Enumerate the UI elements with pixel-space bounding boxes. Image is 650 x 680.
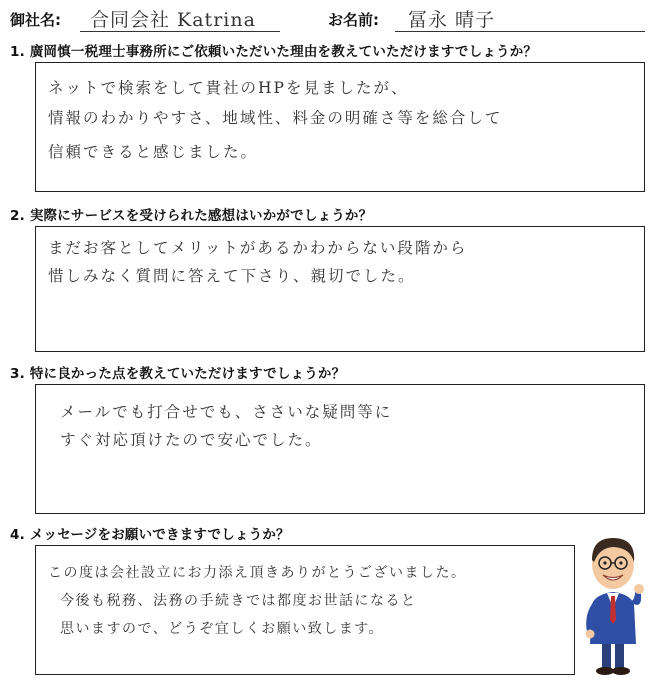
name-underline xyxy=(395,31,645,32)
answer-4-line-2: 今後も税務、法務の手続きでは都度お世話になると xyxy=(60,593,417,609)
question-1-title: 1. 廣岡慎一税理士事務所にご依頼いただいた理由を教えていただけますでしょうか？ xyxy=(10,44,538,60)
question-4-title: 4. メッセージをお願いできますでしょうか？ xyxy=(10,527,290,543)
name-value: 冨永 晴子 xyxy=(408,9,496,31)
answer-1-line-3: 信頼できると感じました。 xyxy=(48,143,259,161)
company-underline xyxy=(80,31,280,32)
answer-1-line-2: 情報のわかりやすさ、地域性、料金の明確さ等を総合して xyxy=(48,109,503,127)
answer-3-line-2: すぐ対応頂けたので安心でした。 xyxy=(60,431,323,449)
answer-2-line-2: 惜しみなく質問に答えて下さり、親切でした。 xyxy=(48,267,416,285)
form-header xyxy=(0,0,650,34)
company-value: 合同会社 Katrina xyxy=(90,9,256,31)
question-2-title: 2. 実際にサービスを受けられた感想はいかがでしょうか？ xyxy=(10,208,373,224)
accountant-caricature-image xyxy=(578,532,648,678)
answer-4-line-1: この度は会社設立にお力添え頂きありがとうございました。 xyxy=(48,565,467,581)
answer-3-line-1: メールでも打合せでも、ささいな疑問等に xyxy=(60,403,393,421)
company-label: 御社名: xyxy=(10,11,61,29)
answer-1-line-1: ネットで検索をして貴社のHPを見ましたが、 xyxy=(48,79,409,97)
question-3-title: 3. 特に良かった点を教えていただけますでしょうか？ xyxy=(10,366,346,382)
name-label: お名前: xyxy=(328,11,379,29)
answer-4-line-3: 思いますので、どうぞ宜しくお願い致します。 xyxy=(60,621,385,637)
answer-2-line-1: まだお客としてメリットがあるかわからない段階から xyxy=(48,239,468,257)
